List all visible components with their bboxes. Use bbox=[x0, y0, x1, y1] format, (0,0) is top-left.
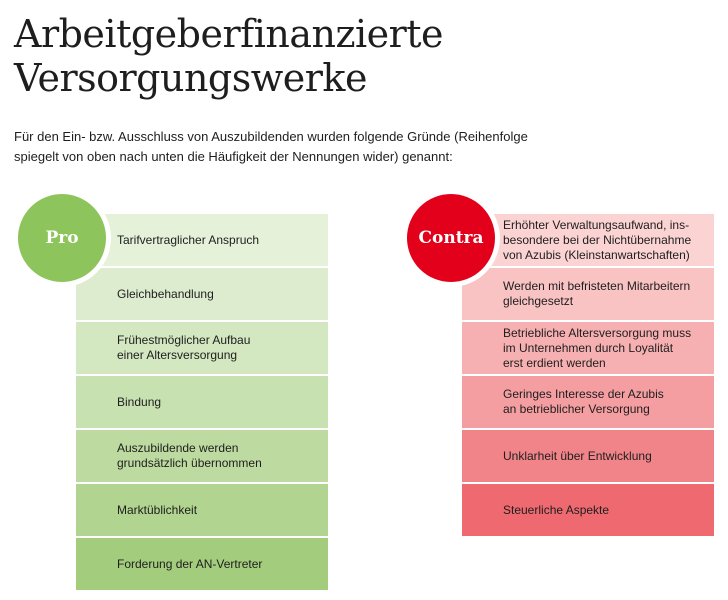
pro-item-line: grundsätzlich übernommen bbox=[117, 456, 262, 470]
pro-badge-label: Pro bbox=[45, 228, 79, 248]
pro-item bbox=[76, 214, 328, 268]
pro-item-text bbox=[117, 395, 161, 410]
pro-item-line: Gleichbehandlung bbox=[117, 286, 214, 301]
pro-item-line: Tarifvertraglicher Anspruch bbox=[117, 232, 260, 247]
pro-item-line: Frühestmöglicher Aufbau bbox=[117, 333, 251, 347]
contra-item-text bbox=[503, 449, 652, 464]
contra-item bbox=[462, 322, 714, 376]
pro-item-line: Auszubildende werden bbox=[117, 441, 239, 455]
contra-item-line: gleichgesetzt bbox=[503, 294, 574, 308]
pro-item-text bbox=[117, 441, 262, 471]
pro-badge bbox=[14, 190, 110, 286]
contra-item-text bbox=[503, 218, 691, 263]
contra-item-line: Geringes Interesse der Azubis bbox=[503, 387, 664, 401]
contra-item-line: im Unternehmen durch Loyalität bbox=[503, 340, 674, 355]
pro-item-text bbox=[117, 557, 262, 572]
pro-item bbox=[76, 484, 328, 538]
pro-item bbox=[76, 430, 328, 484]
contra-item-line: Unklarheit über Entwicklung bbox=[503, 448, 652, 463]
contra-item-line: Erhöhter Verwaltungsaufwand, ins- bbox=[503, 217, 690, 232]
pro-item bbox=[76, 268, 328, 322]
contra-item-text bbox=[503, 387, 664, 417]
contra-item bbox=[462, 268, 714, 322]
contra-item-line: besondere bei der Nichtübernahme bbox=[503, 232, 692, 247]
contra-item-line: Werden mit befristeten Mitarbeitern bbox=[503, 279, 691, 293]
page-title bbox=[14, 12, 443, 100]
title-line-1: Arbeitgeberfinanzierte bbox=[14, 12, 444, 56]
contra-item-text bbox=[503, 503, 609, 518]
contra-item bbox=[462, 484, 714, 538]
pro-item bbox=[76, 538, 328, 592]
contra-item bbox=[462, 430, 714, 484]
contra-item-line: Steuerliche Aspekte bbox=[503, 502, 610, 517]
contra-item bbox=[462, 376, 714, 430]
pro-item-text bbox=[117, 333, 250, 363]
pro-item-text bbox=[117, 233, 259, 248]
pro-item-line: Bindung bbox=[117, 394, 162, 409]
pro-item bbox=[76, 376, 328, 430]
contra-item-line: Betriebliche Altersversorgung muss bbox=[503, 325, 692, 340]
contra-badge-label: Contra bbox=[418, 228, 484, 248]
contra-item-line: erst erdient werden bbox=[503, 355, 606, 370]
pro-column bbox=[76, 214, 328, 592]
pro-item-line: einer Altersversorgung bbox=[117, 348, 238, 362]
contra-item-line: von Azubis (Kleinstanwartschaften) bbox=[503, 247, 690, 262]
contra-item-line: an betrieblicher Versorgung bbox=[503, 402, 650, 416]
contra-item bbox=[462, 214, 714, 268]
contra-column bbox=[462, 214, 714, 538]
intro-text bbox=[14, 127, 574, 167]
contra-item-text bbox=[503, 326, 691, 371]
contra-badge bbox=[403, 190, 499, 286]
pro-item-text bbox=[117, 503, 197, 518]
contra-item-text bbox=[503, 279, 690, 309]
title-line-2: Versorgungswerke bbox=[14, 56, 367, 100]
pro-item-line: Marktüblichkeit bbox=[117, 502, 198, 517]
pro-item bbox=[76, 322, 328, 376]
pro-item-text bbox=[117, 287, 214, 302]
pro-item-line: Forderung der AN-Vertreter bbox=[117, 556, 263, 571]
intro-line-2: spiegelt von oben nach unten die Häufigkeit der Nennungen wider) genannt: bbox=[14, 149, 453, 164]
intro-line-1: Für den Ein- bzw. Ausschluss von Auszubildenden wurden folgende Gründe (Reihenfolge bbox=[14, 129, 528, 144]
